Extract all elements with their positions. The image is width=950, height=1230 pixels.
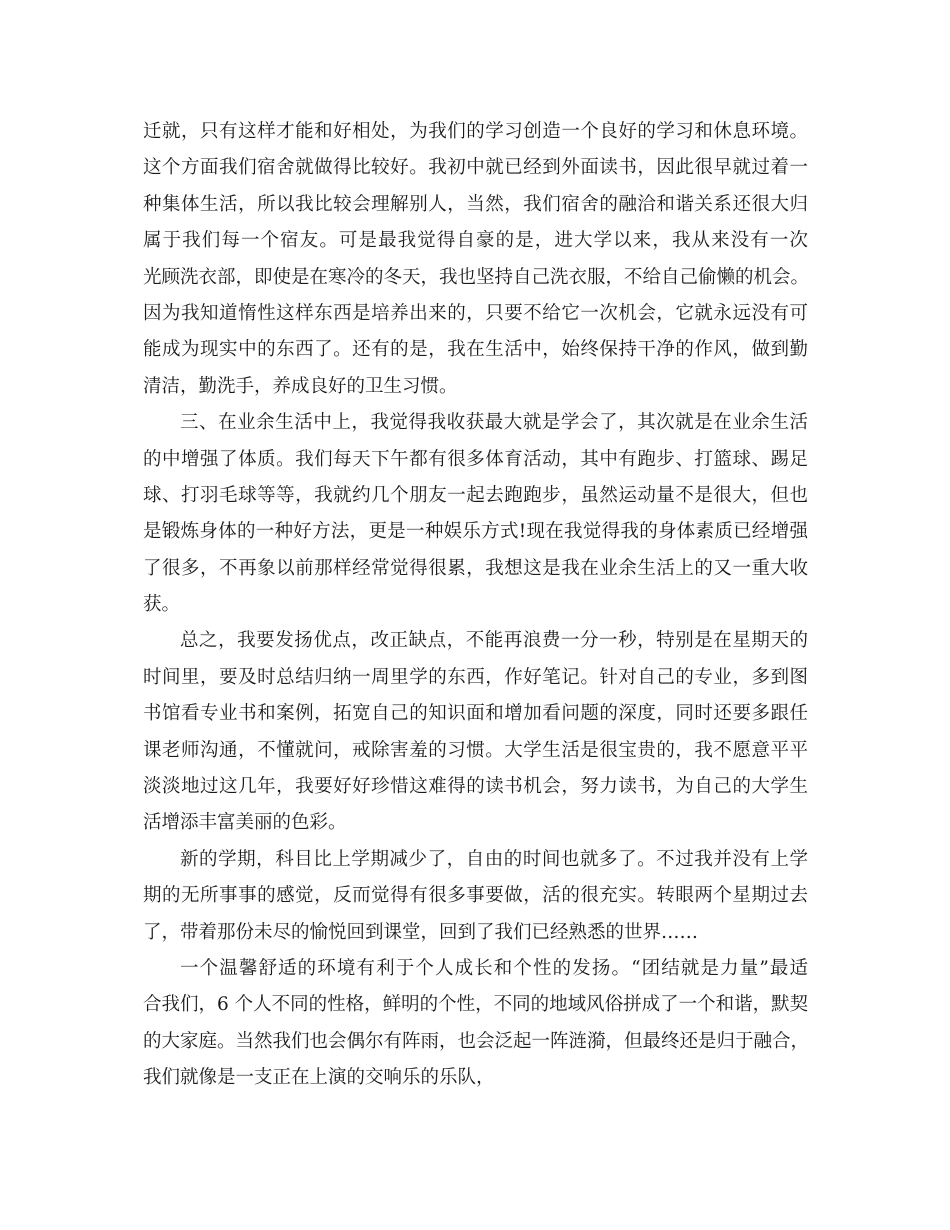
text-line: 是锻炼身体的一种好方法，更是一种娱乐方式!现在我觉得我的身体素质已经增强 — [143, 521, 808, 543]
text-line: 期的无所事事的感觉，反而觉得有很多事要做，活的很充实。转眼两个星期过去 — [143, 885, 808, 907]
text-line: 获。 — [143, 594, 181, 616]
text-line: 这个方面我们宿舍就做得比较好。我初中就已经到外面读书，因此很早就过着一 — [143, 157, 808, 179]
text-line: 了很多，不再象以前那样经常觉得很累，我想这是我在业余生活上的又一重大收 — [143, 557, 808, 579]
text-line: 新的学期，科目比上学期减少了，自由的时间也就多了。不过我并没有上学 — [180, 848, 808, 870]
text-line: 了，带着那份未尽的愉悦回到课堂，回到了我们已经熟悉的世界…… — [143, 921, 699, 943]
document-body — [143, 114, 808, 1097]
text-line: 我们就像是一支正在上演的交响乐的乐队， — [143, 1067, 495, 1089]
text-line: 时间里，要及时总结归纳一周里学的东西，作好笔记。针对自己的专业，多到图 — [143, 666, 808, 688]
text-line: 书馆看专业书和案例，拓宽自己的知识面和增加看问题的深度，同时还要多跟任 — [143, 703, 808, 725]
text-line: 因为我知道惰性这样东西是培养出来的，只要不给它一次机会，它就永远没有可 — [143, 302, 808, 324]
text-line: 活增添丰富美丽的色彩。 — [143, 812, 347, 834]
text-line: 光顾洗衣部，即使是在寒冷的冬天，我也坚持自己洗衣服，不给自己偷懒的机会。 — [143, 266, 810, 288]
text-line: 三、在业余生活中上，我觉得我收获最大就是学会了，其次就是在业余生活 — [180, 412, 808, 434]
text-line: 种集体生活，所以我比较会理解别人，当然，我们宿舍的融洽和谐关系还很大归 — [143, 193, 808, 215]
text-line: 迁就，只有这样才能和好相处，为我们的学习创造一个良好的学习和休息环境。 — [143, 121, 808, 142]
text-line: 的中增强了体质。我们每天下午都有很多体育活动，其中有跑步、打篮球、踢足 — [143, 448, 808, 470]
text-line: 淡淡地过这几年，我要好好珍惜这难得的读书机会，努力读书，为自己的大学生 — [143, 776, 808, 798]
text-line: 课老师沟通，不懂就问，戒除害羞的习惯。大学生活是很宝贵的，我不愿意平平 — [143, 739, 808, 761]
text-line: 的大家庭。当然我们也会偶尔有阵雨，也会泛起一阵涟漪，但最终还是归于融合， — [143, 1030, 810, 1052]
text-line: 总之，我要发扬优点，改正缺点，不能再浪费一分一秒，特别是在星期天的 — [180, 630, 808, 652]
text-line: 合我们，6 个人不同的性格，鲜明的个性，不同的地域风俗拼成了一个和谐，默契 — [143, 994, 809, 1016]
text-line: 能成为现实中的东西了。还有的是，我在生活中，始终保持干净的作风，做到勤 — [143, 339, 808, 361]
text-line: 清洁，勤洗手，养成良好的卫生习惯。 — [143, 375, 458, 397]
text-line: 一个温馨舒适的环境有利于个人成长和个性的发扬。“团结就是力量”最适 — [180, 957, 808, 979]
text-line: 球、打羽毛球等等，我就约几个朋友一起去跑跑步，虽然运动量不是很大，但也 — [143, 484, 808, 506]
text-line: 属于我们每一个宿友。可是最我觉得自豪的是，进大学以来，我从来没有一次 — [143, 230, 808, 252]
